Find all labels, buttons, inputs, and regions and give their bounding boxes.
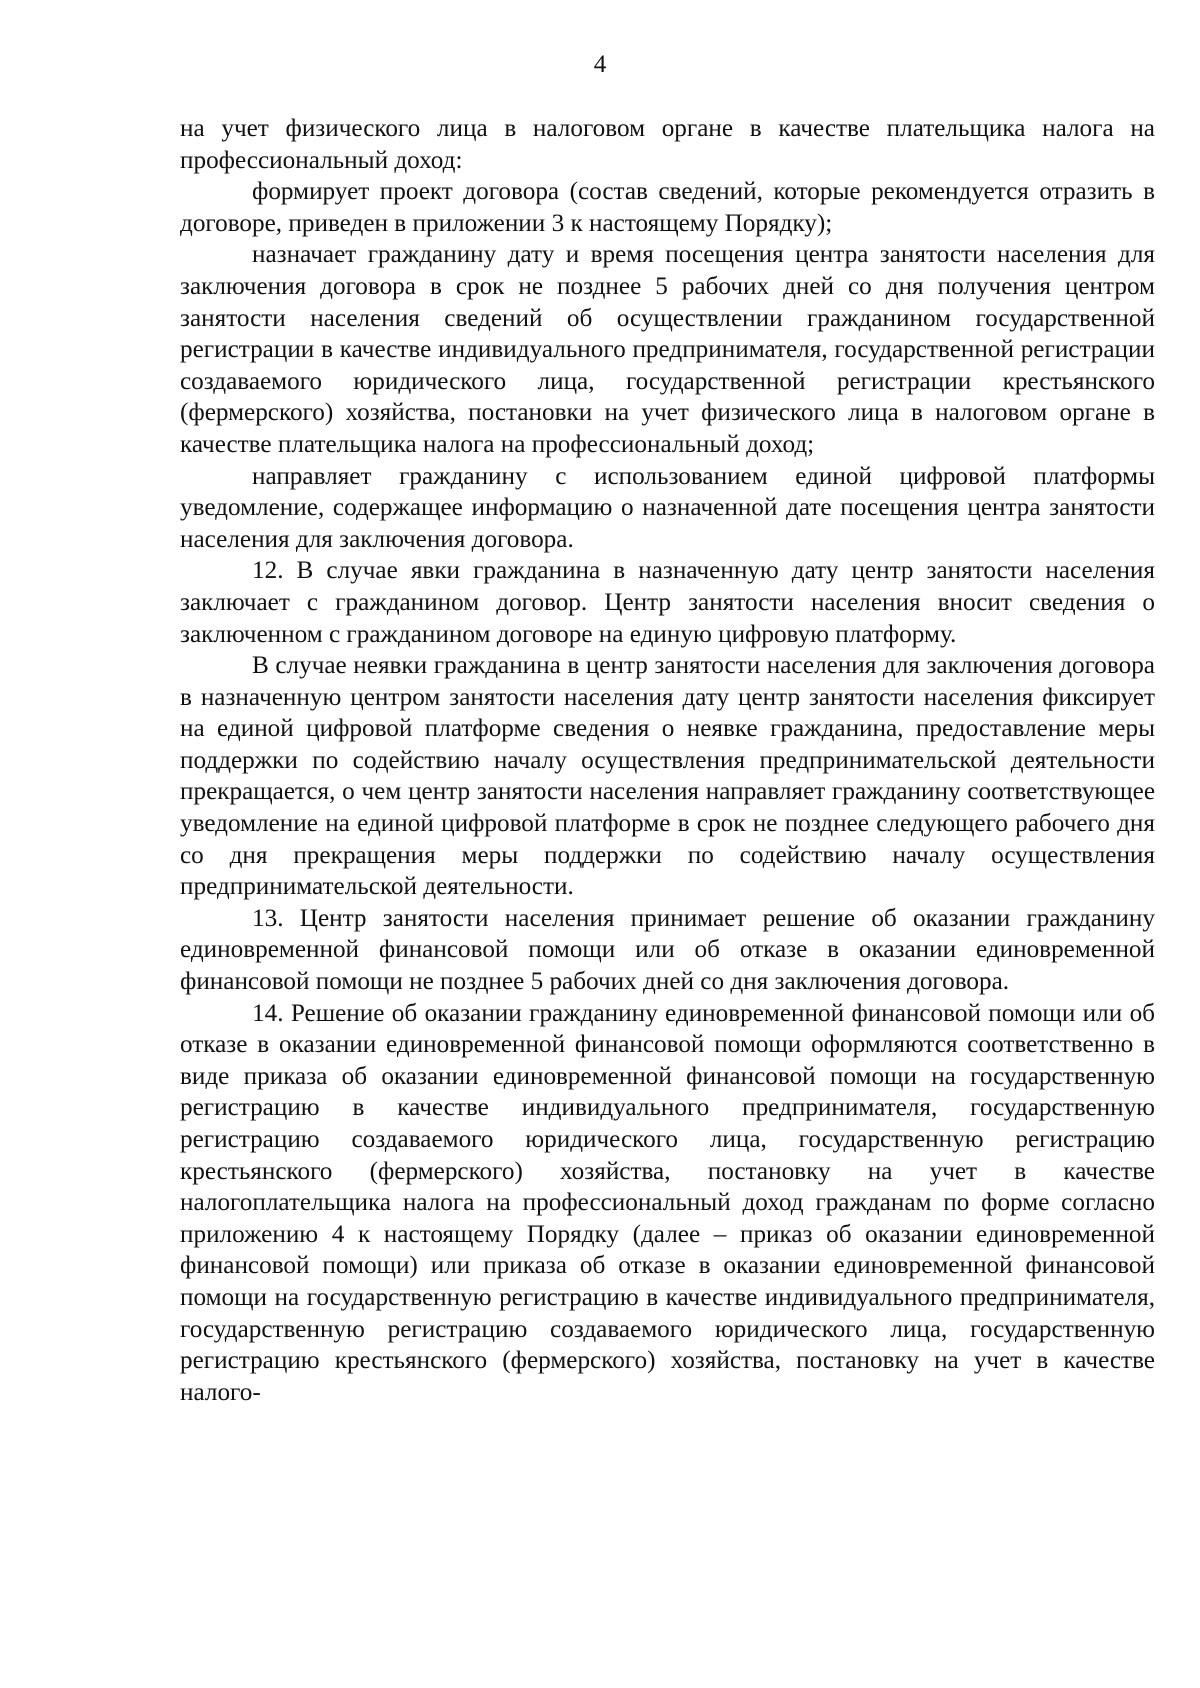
paragraph-appointment-date: назначает гражданину дату и время посещения центра занятости населения для заключения договора в срок не позднее 5 рабочих дней со дня получения центром занятости населения сведений об осуществлении гражданином государственной регистрации в качестве индивидуального предпринимателя, государственной регистрации создаваемого юридического лица, государственной регистрации крестьянского (фермерского) хозяйства, постановки на учет физического лица в налоговом органе в качестве плательщика налога на профессиональный доход; xyxy=(180,241,1155,458)
paragraph-item-12: 12. В случае явки гражданина в назначенную дату центр занятости населения заключает с гражданином договор. Центр занятости населения вносит сведения о заключенном с гражданином договоре на единую цифровую платформу. xyxy=(180,557,1155,648)
paragraph-continuation: на учет физического лица в налоговом органе в качестве плательщика налога на профессиональный доход: xyxy=(180,115,1155,174)
page-number: 4 xyxy=(593,51,607,78)
paragraph-item-13: 13. Центр занятости населения принимает решение об оказании гражданину единовременной финансовой помощи или об отказе в оказании единовременной финансовой помощи не позднее 5 рабочих дней со дня заключения договора. xyxy=(180,904,1155,996)
paragraph-notification: направляет гражданину с использованием единой цифровой платформы уведомление, содержащее информацию о назначенной дате посещения центра занятости населения для заключения договора. xyxy=(180,462,1155,553)
paragraph-item-14: 14. Решение об оказании гражданину единовременной финансовой помощи или об отказе в оказании единовременной финансовой помощи оформляются соответственно в виде приказа об оказании единовременной финансовой помощи на государственную регистрацию в качестве индивидуального предпринимателя, государственную регистрацию создаваемого юридического лица, государственную регистрацию крестьянского (фермерского) хозяйства, постановку на учет в качестве налогоплательщика налога на профессиональный доход гражданам по форме согласно приложению 4 к настоящему Порядку (далее – приказ об оказании единовременной финансовой помощи) или приказа об отказе в оказании единовременной финансовой помощи на государственную регистрацию в качестве индивидуального предпринимателя, государственную регистрацию создаваемого юридического лица, государственную регистрацию крестьянского (фермерского) хозяйства, постановку на учет в качестве налого- xyxy=(180,999,1155,1406)
paragraph-no-show: В случае неявки гражданина в центр занятости населения для заключения договора в назначенную центром занятости населения дату центр занятости населения фиксирует на единой цифровой платформе сведения о неявке гражданина, предоставление меры поддержки по содействию началу осуществления предпринимательской деятельности прекращается, о чем центр занятости населения направляет гражданину соответствующее уведомление на единой цифровой платформе в срок не позднее следующего рабочего дня со дня прекращения меры поддержки по содействию началу осуществления предпринимательской деятельности. xyxy=(180,652,1155,901)
paragraph-draft-contract: формирует проект договора (состав сведений, которые рекомендуется отразить в договоре, приведен в приложении 3 к настоящему Порядку); xyxy=(180,178,1155,237)
document-body xyxy=(180,113,1155,1408)
